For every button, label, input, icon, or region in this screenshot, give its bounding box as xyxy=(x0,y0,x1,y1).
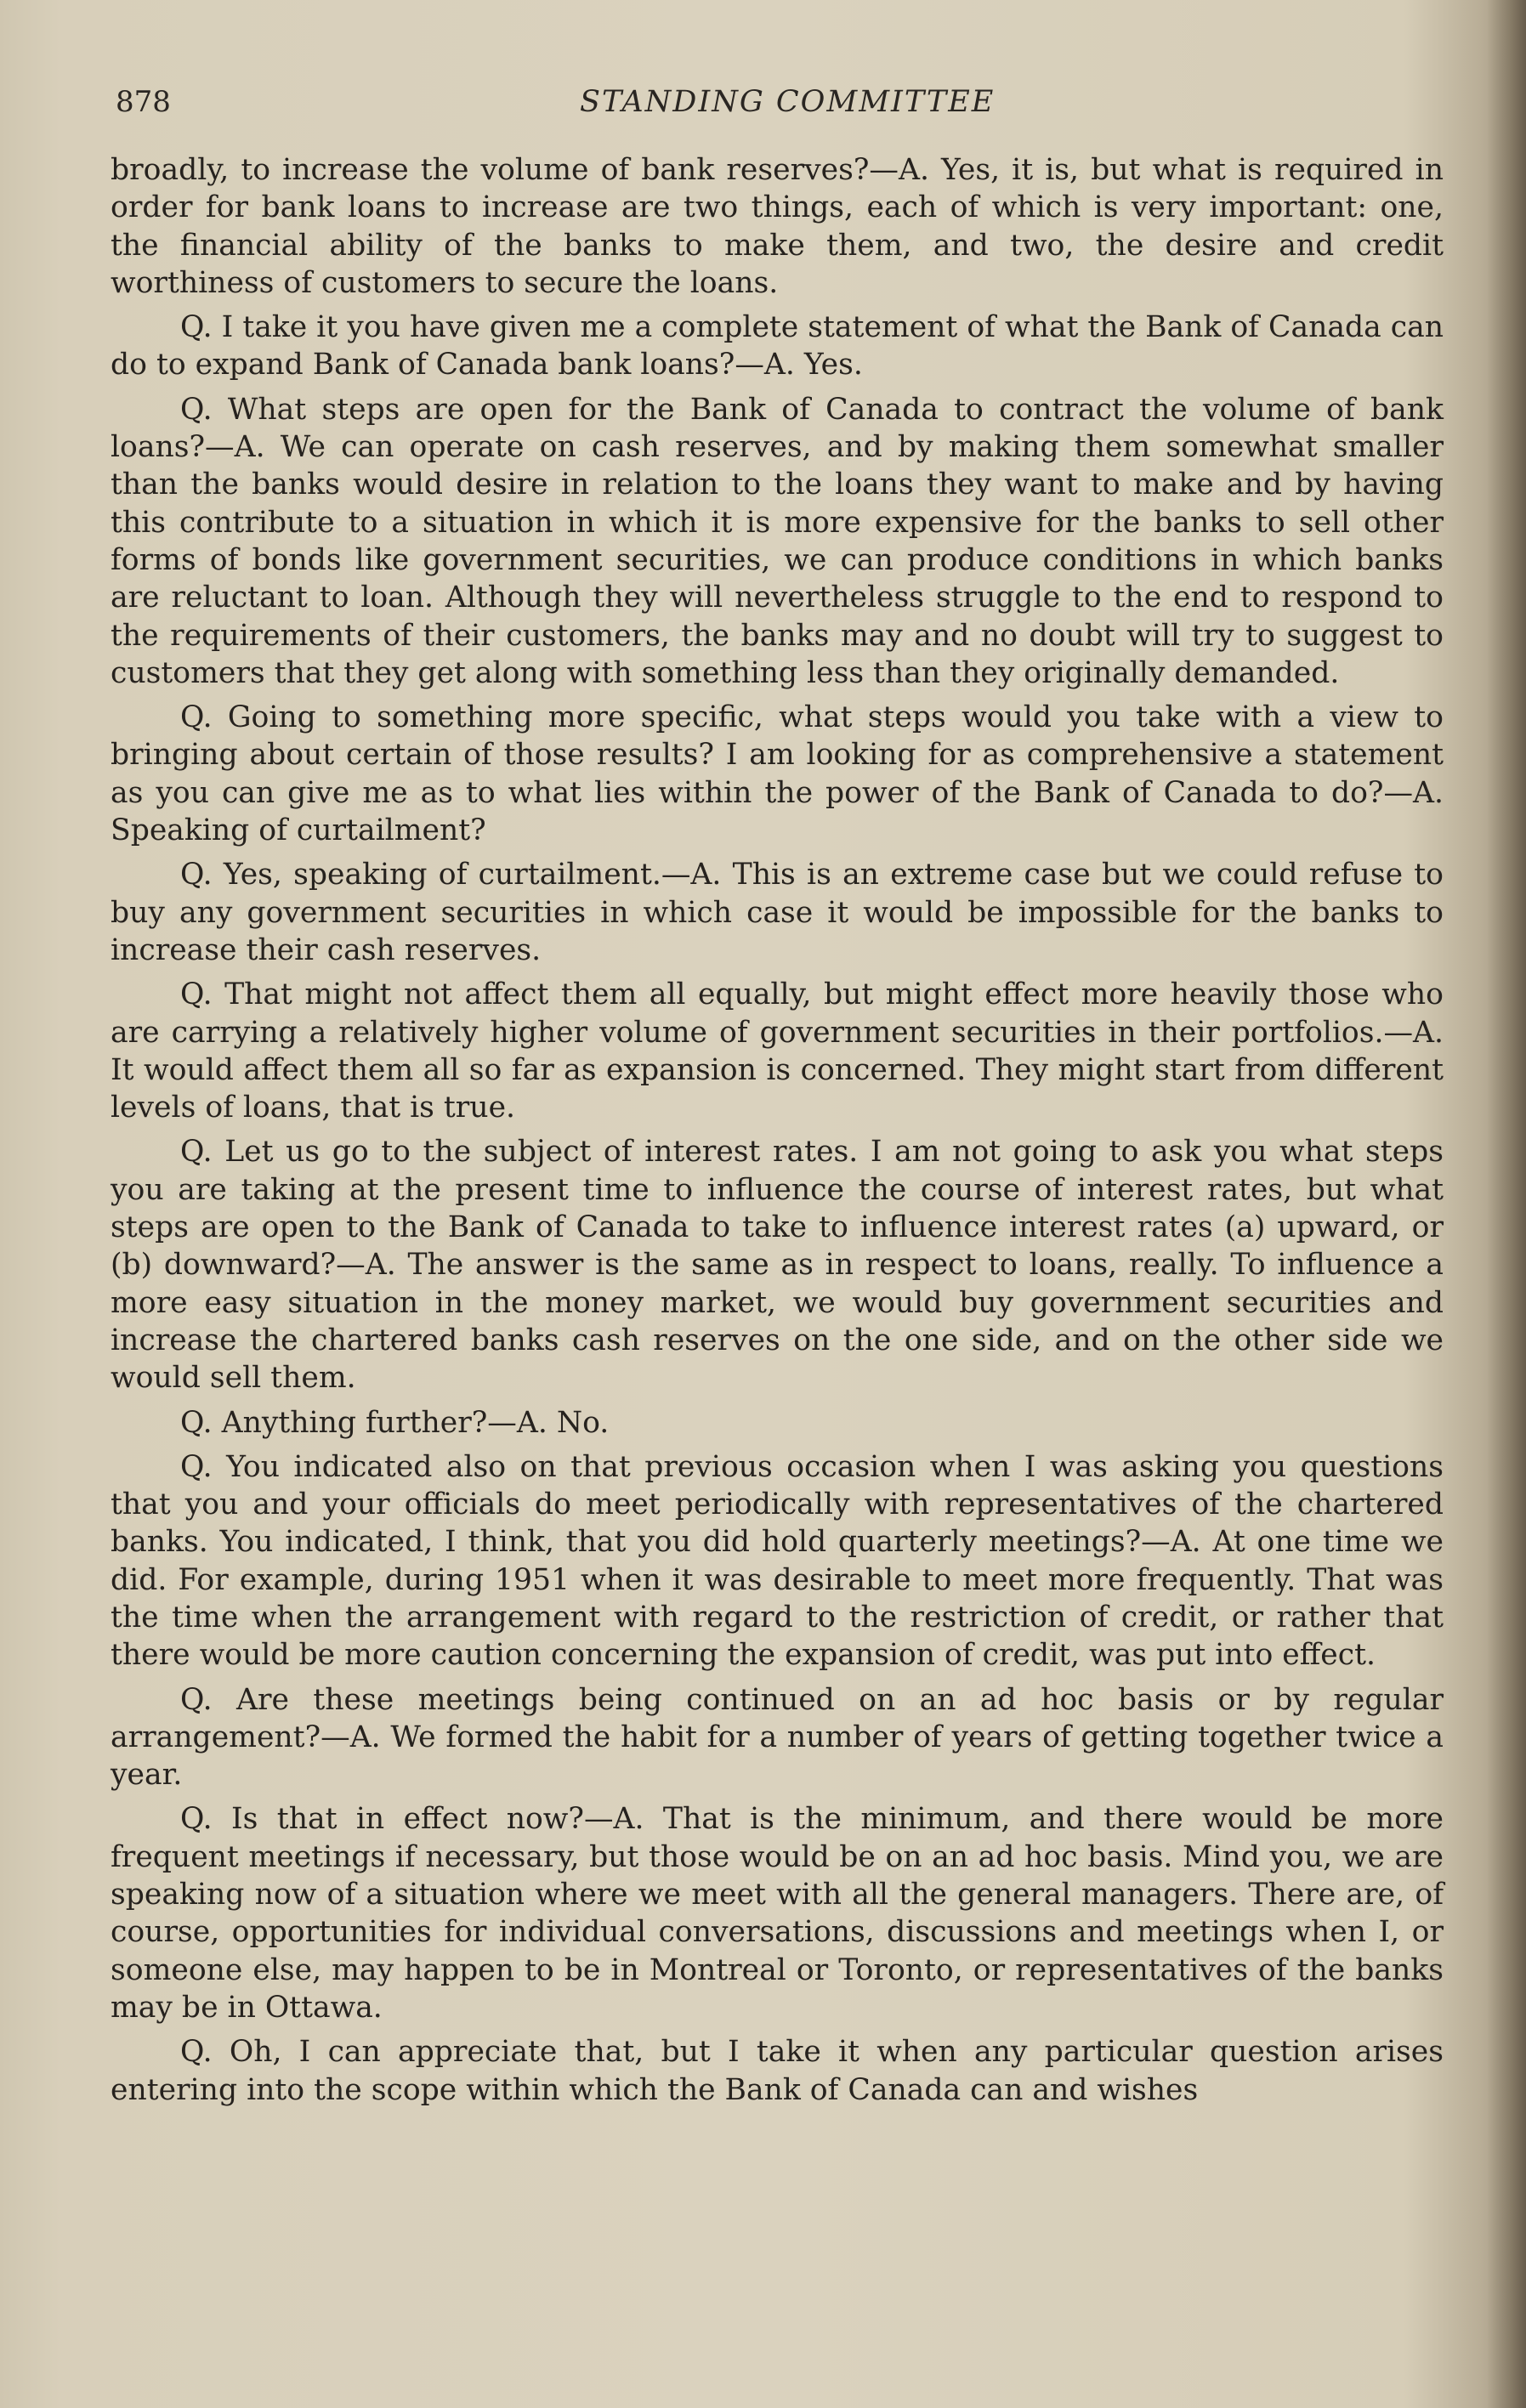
paragraph: Q. That might not affect them all equally, but might effect more heavily those who are carrying a relatively higher volume of government securities in their portfolios.—A. It would affect them all so far as expansion is concerned. They might start from different levels of loans, that is true. xyxy=(111,977,1444,1125)
paragraph: Q. Is that in effect now?—A. That is the minimum, and there would be more frequent meetings if necessary, but those would be on an ad hoc basis. Mind you, we are speaking now of a situation where we meet with all the general managers. There are, of course, opportunities for individual conversations, discussions and meetings when I, or someone else, may happen to be in Montreal or Toronto, or representatives of the banks may be in Ottawa. xyxy=(111,1802,1444,2025)
page-number: 878 xyxy=(116,85,171,119)
paragraph: Q. Anything further?—A. No. xyxy=(180,1405,610,1440)
body-text xyxy=(111,151,1444,2116)
paragraph: Q. I take it you have given me a complete statement of what the Bank of Canada can do to expand Bank of Canada bank loans?—A. Yes. xyxy=(111,310,1444,382)
paragraph: Q. Are these meetings being continued on an ad hoc basis or by regular arrangement?—A. We formed the habit for a number of years of getting together twice a year. xyxy=(111,1682,1444,1793)
paragraph: Q. Yes, speaking of curtailment.—A. This is an extreme case but we could refuse to buy any government securities in which case it would be impossible for the banks to increase their cash reserves. xyxy=(111,858,1444,967)
paragraph: Q. You indicated also on that previous occasion when I was asking you questions that you and your officials do meet periodically with representatives of the chartered banks. You indicated, I think, that you did hold quarterly meetings?—A. At one time we did. For example, during 1951 when it was desirable to meet more frequently. That was the time when the arrangement with regard to the restriction of credit, or rather that there would be more caution concerning the expansion of credit, was put into effect. xyxy=(111,1449,1444,1673)
paragraph: Q. Oh, I can appreciate that, but I take it when any particular question arises entering into the scope within which the Bank of Canada can and wishes xyxy=(111,2035,1444,2107)
page-header xyxy=(116,85,1442,126)
running-head: STANDING COMMITTEE xyxy=(580,85,996,119)
paragraph: Q. What steps are open for the Bank of Canada to contract the volume of bank loans?—A. We can operate on cash reserves, and by making them somewhat smaller than the banks would desire in relation to the loans they want to make and by having this contribute to a situation in which it is more expensive for the banks to sell other forms of bonds like government securities, we can produce conditions in which banks are reluctant to loan. Although they will nevertheless struggle to the end to respond to the requirements of their customers, the banks may and no doubt will try to suggest to customers that they get along with something less than they originally demanded. xyxy=(111,392,1444,690)
paragraph: Q. Let us go to the subject of interest rates. I am not going to ask you what steps you are taking at the present time to influence the course of interest rates, but what steps are open to the Bank of Canada to take to influence interest rates (a) upward, or (b) downward?—A. The answer is the same as in respect to loans, really. To influence a more easy situation in the money market, we would buy government securities and increase the chartered banks cash reserves on the one side, and on the other side we would sell them. xyxy=(111,1135,1444,1396)
paragraph: broadly, to increase the volume of bank reserves?—A. Yes, it is, but what is required in order for bank loans to increase are two things, each of which is very important: one, the financial ability of the banks to make them, and two, the desire and credit worthiness of customers to secure the loans. xyxy=(111,153,1444,300)
paragraph: Q. Going to something more specific, what steps would you take with a view to bringing about certain of those results? I am looking for as comprehensive a statement as you can give me as to what lies within the power of the Bank of Canada to do?—A. Speaking of curtailment? xyxy=(111,700,1444,848)
page-edge-shadow xyxy=(1487,0,1526,2408)
